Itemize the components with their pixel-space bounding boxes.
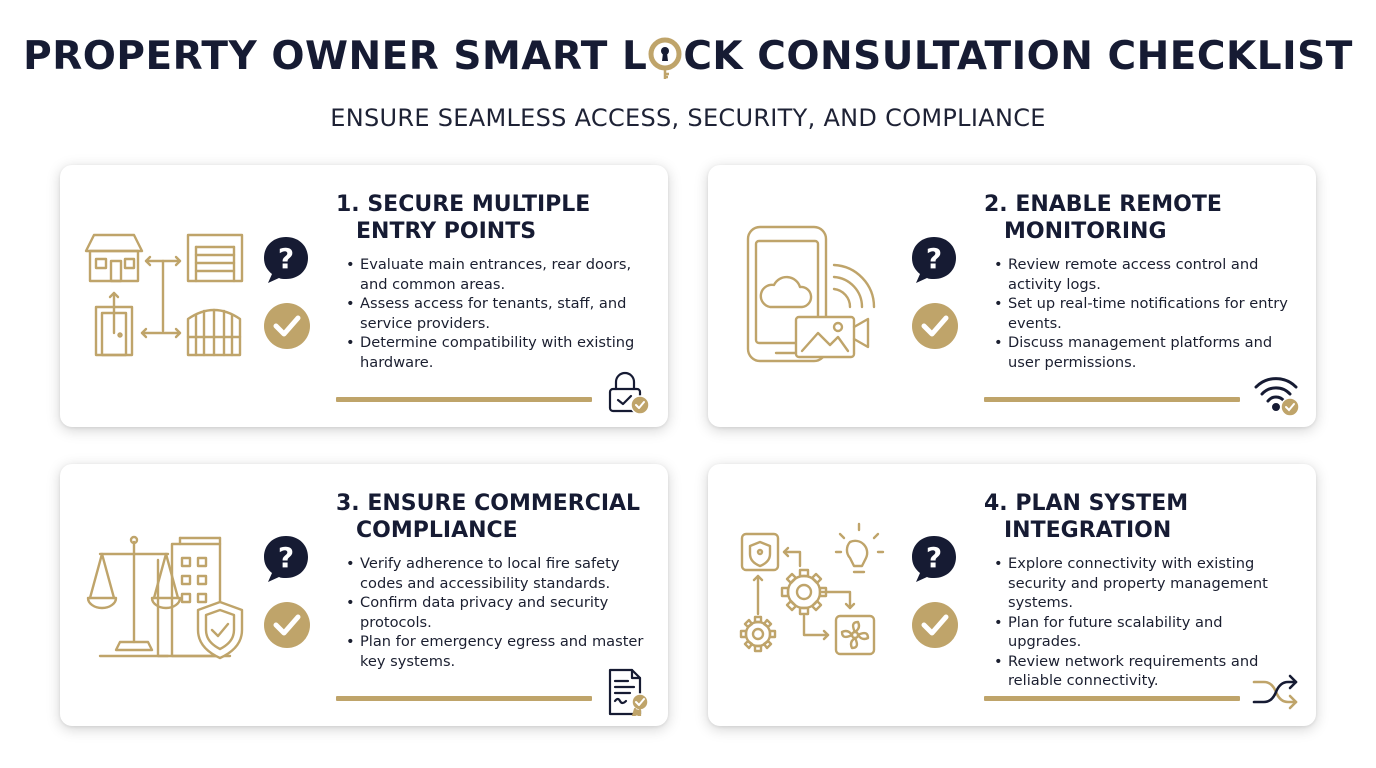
question-icon	[910, 235, 958, 285]
list-item: • Determine compatibility with existing hardware.	[346, 333, 646, 372]
scales-building-shield-icon	[80, 514, 250, 674]
keyhole-icon	[648, 37, 682, 71]
card-title: 3. ENSURE COMMERCIAL COMPLIANCE	[336, 491, 641, 543]
divider	[336, 397, 592, 402]
list-item: • Review network requirements and reliable connectivity.	[994, 652, 1294, 691]
question-icon	[262, 235, 310, 285]
card-title: 2. ENABLE REMOTE MONITORING	[984, 192, 1222, 244]
checklist-card-entry-points	[60, 165, 668, 427]
question-icon	[262, 534, 310, 584]
divider	[984, 696, 1240, 701]
list-item: • Explore connectivity with existing security and property management systems.	[994, 554, 1294, 613]
list-item: • Evaluate main entrances, rear doors, and common areas.	[346, 255, 646, 294]
divider	[336, 696, 592, 701]
checklist-items	[346, 255, 646, 372]
question-icon	[910, 534, 958, 584]
list-item: • Assess access for tenants, staff, and service providers.	[346, 294, 646, 333]
shuffle-arrows-icon	[1252, 668, 1300, 716]
checkmark-icon	[912, 602, 958, 648]
card-title: 1. SECURE MULTIPLE ENTRY POINTS	[336, 192, 591, 244]
list-item: • Set up real-time notifications for entry events.	[994, 294, 1294, 333]
checklist-card-remote-monitoring	[708, 165, 1316, 427]
checkmark-icon	[912, 303, 958, 349]
list-item: • Discuss management platforms and user permissions.	[994, 333, 1294, 372]
list-item: • Plan for future scalability and upgrades.	[994, 613, 1294, 652]
card-title: 4. PLAN SYSTEM INTEGRATION	[984, 491, 1189, 543]
wifi-check-icon	[1252, 369, 1300, 417]
divider	[984, 397, 1240, 402]
list-item: • Verify adherence to local fire safety codes and accessibility standards.	[346, 554, 646, 593]
page-title: PROPERTY OWNER SMART L CK CONSULTATION CHECKLIST	[23, 34, 1353, 79]
checklist-card-compliance	[60, 464, 668, 726]
certificate-document-icon	[604, 668, 652, 716]
checklist-items	[994, 255, 1294, 372]
checkmark-icon	[264, 602, 310, 648]
checklist-card-integration	[708, 464, 1316, 726]
list-item: • Review remote access control and activity logs.	[994, 255, 1294, 294]
lock-check-icon	[604, 369, 652, 417]
page-subtitle: ENSURE SEAMLESS ACCESS, SECURITY, AND COMPLIANCE	[330, 104, 1046, 132]
checklist-items	[346, 554, 646, 671]
checkmark-icon	[264, 303, 310, 349]
checklist-items	[994, 554, 1294, 691]
smartphone-camera-icon	[728, 215, 898, 375]
entry-points-icon	[80, 215, 250, 375]
list-item: • Plan for emergency egress and master key systems.	[346, 632, 646, 671]
list-item: • Confirm data privacy and security protocols.	[346, 593, 646, 632]
gears-integration-icon	[728, 514, 898, 674]
